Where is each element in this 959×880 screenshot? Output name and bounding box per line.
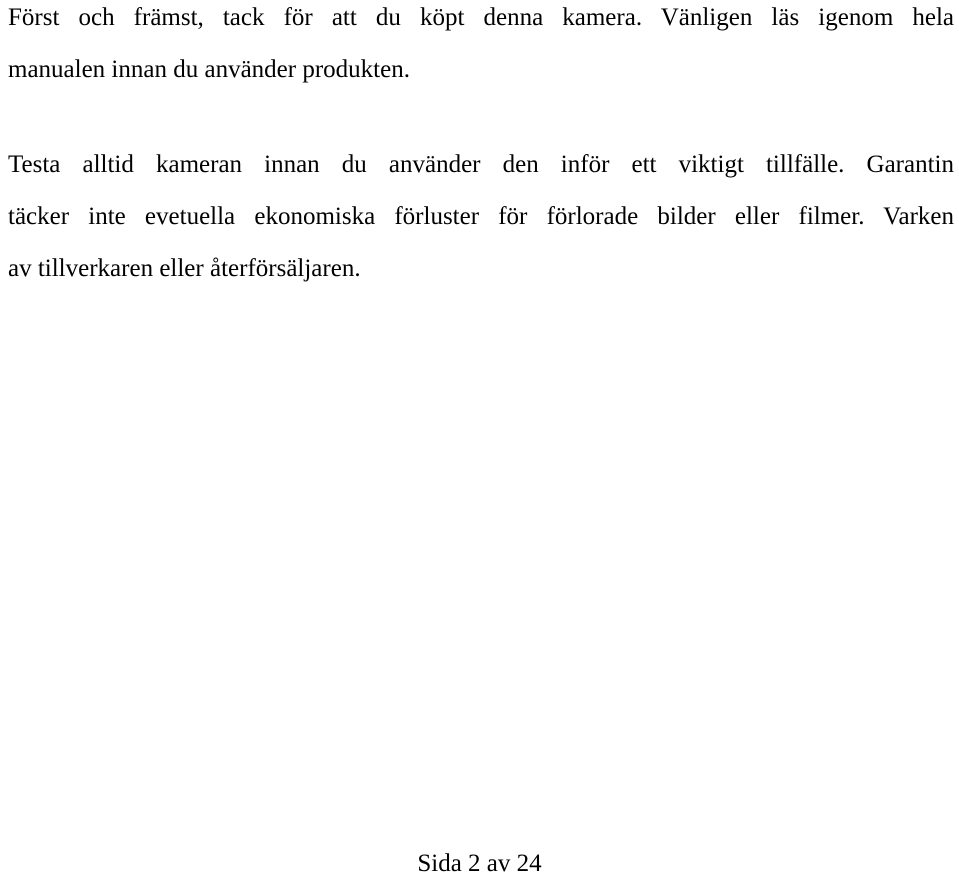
page-number: Sida 2 av 24 [417,850,542,877]
paragraph-line: Först och främst, tack för att du köpt denna kamera. Vänligen läs igenom hela [8,4,954,31]
paragraph-line: manualen innan du använder produkten. [8,56,410,83]
paragraph-line: av tillverkaren eller återförsäljaren. [8,255,361,282]
paragraph-line: täcker inte evetuella ekonomiska förluster för förlorade bilder eller filmer. Varken [8,203,954,230]
intro-paragraph [8,0,954,96]
paragraph-line: Testa alltid kameran innan du använder den inför ett viktigt tillfälle. Garantin [8,151,954,178]
warranty-paragraph [8,139,954,295]
